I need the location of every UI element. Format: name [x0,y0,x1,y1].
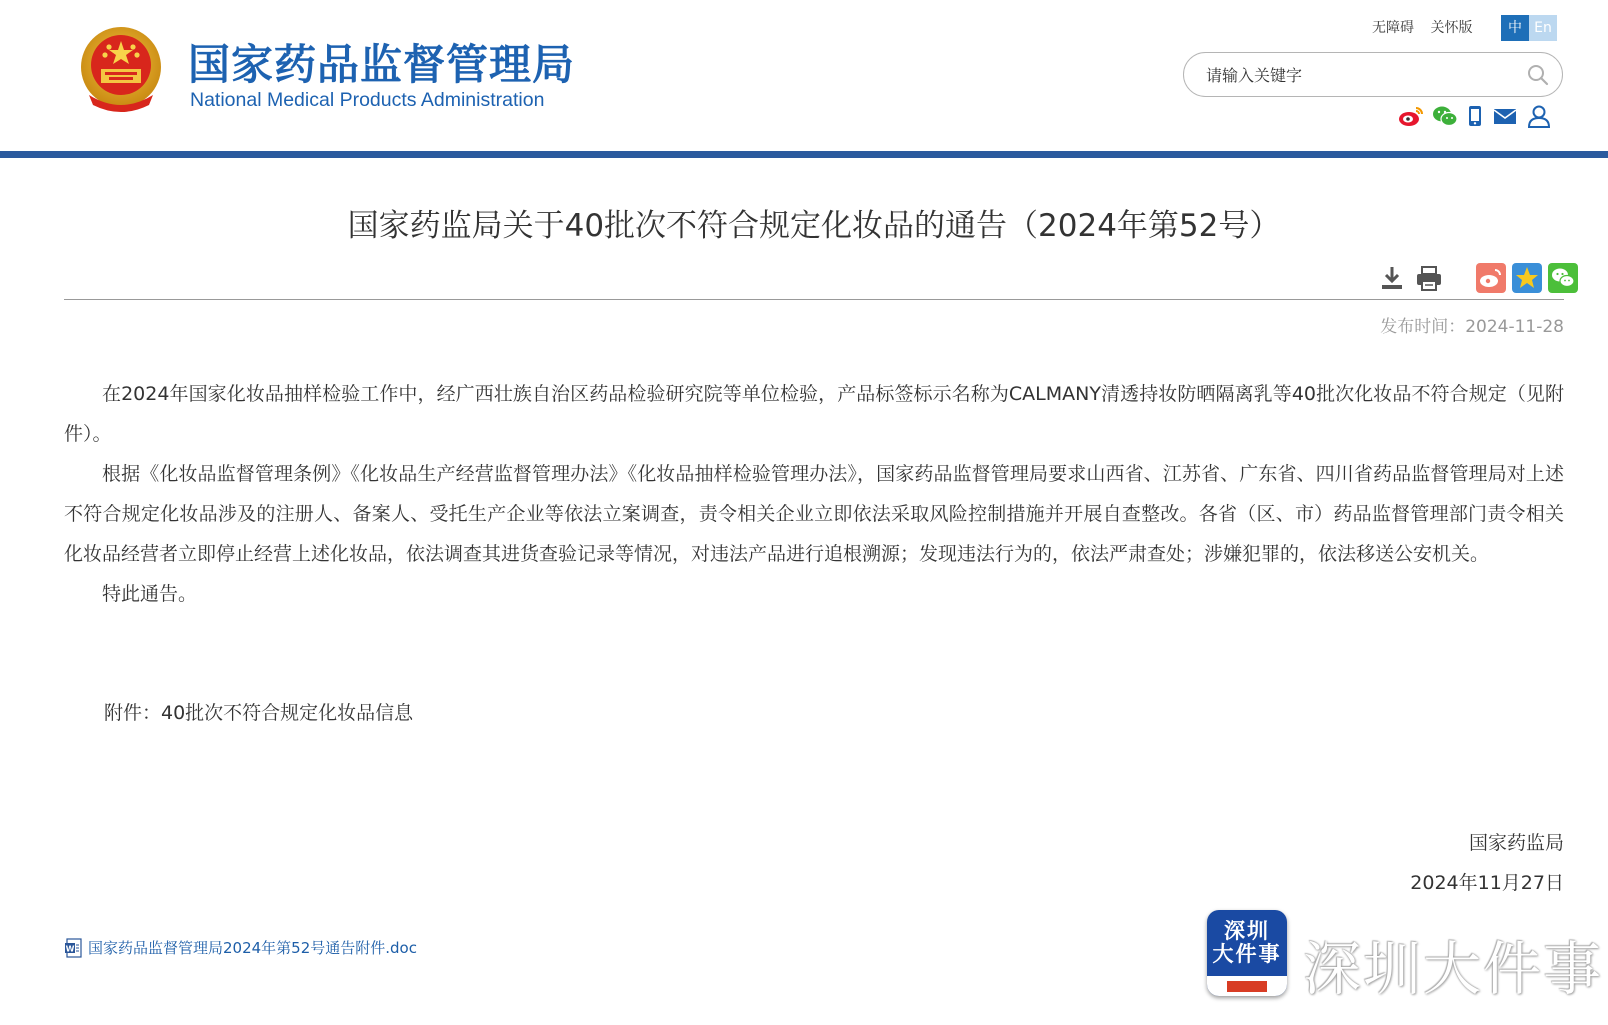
watermark-logo-badge [1227,981,1267,992]
lang-english-button[interactable]: En [1529,15,1557,41]
signer: 国家药监局 [1468,832,1564,854]
language-switch [1501,15,1557,41]
accessibility-link[interactable]: 无障碍 [1372,20,1414,36]
paragraph-1: 在2024年国家化妆品抽样检验工作中，经广西壮族自治区药品检验研究院等单位检验，产品标签标示名称为CALMANY清透持妆防晒隔离乳等40批次化妆品不符合规定（见附件）。 [64,383,1564,445]
paragraph-2: 根据《化妆品监督管理条例》《化妆品生产经营监督管理办法》《化妆品抽样检验管理办法》，国家药品监督管理局要求山西省、江苏省、广东省、四川省药品监督管理局对上述不符合规定化妆品涉及的注册人、备案人、受托生产企业等依法立案调查，责令相关企业立即依法采取风险控制措施并开展自查整改。各省（区、市）药品监督管理部门责令相关化妆品经营者立即停止经营上述化妆品，依法调查其进货查验记录等情况，对违法产品进行追根溯源；发现违法行为的，依法严肃查处；涉嫌犯罪的，依法移送公安机关。 [64,463,1564,565]
paragraph-3: 特此通告。 [102,583,198,605]
header-divider-bar [0,151,1608,158]
article-tools [1378,263,1578,293]
article-title: 国家药监局关于40批次不符合规定化妆品的通告（2024年第52号） [347,208,1281,244]
download-icon[interactable] [1378,264,1406,292]
attachment-file-link[interactable] [64,937,417,958]
svg-text:W: W [65,944,75,953]
sign-date: 2024年11月27日 [1410,872,1564,894]
favorite-icon[interactable] [1512,263,1542,293]
publish-time [1380,312,1564,337]
title-divider [64,299,1564,300]
lang-chinese-button[interactable]: 中 [1501,15,1529,41]
social-links [1398,104,1552,128]
attachment-note: 附件：40批次不符合规定化妆品信息 [104,702,414,724]
publish-label: 发布时间： [1380,317,1466,337]
top-links [1372,17,1484,37]
site-logo-chinese[interactable]: 国家药品监督管理局 [188,40,576,89]
print-icon[interactable] [1414,264,1444,292]
word-doc-icon [64,938,84,958]
mail-icon[interactable] [1492,105,1518,127]
site-logo-english[interactable]: National Medical Products Administration [190,89,545,111]
watermark-text: 深圳大件事 [1303,935,1604,1003]
search-input[interactable] [1206,63,1516,87]
publish-date: 2024-11-28 [1465,317,1564,337]
national-emblem-icon[interactable] [79,25,163,113]
wechat-share-icon[interactable] [1548,263,1578,293]
mobile-icon[interactable] [1466,105,1484,127]
watermark-logo-text: 深圳 大件事 [1212,919,1282,966]
attachment-file-name[interactable]: 国家药品监督管理局2024年第52号通告附件.doc [88,939,417,957]
article-body [64,374,1564,614]
weibo-icon[interactable] [1398,105,1424,127]
wechat-icon[interactable] [1432,105,1458,127]
search-box [1183,52,1563,97]
weibo-share-icon[interactable] [1476,263,1506,293]
site-header [0,0,1608,160]
watermark-logo [1207,910,1287,996]
search-icon[interactable] [1526,63,1550,87]
elder-care-link[interactable]: 关怀版 [1430,20,1473,36]
user-icon[interactable] [1526,104,1552,128]
